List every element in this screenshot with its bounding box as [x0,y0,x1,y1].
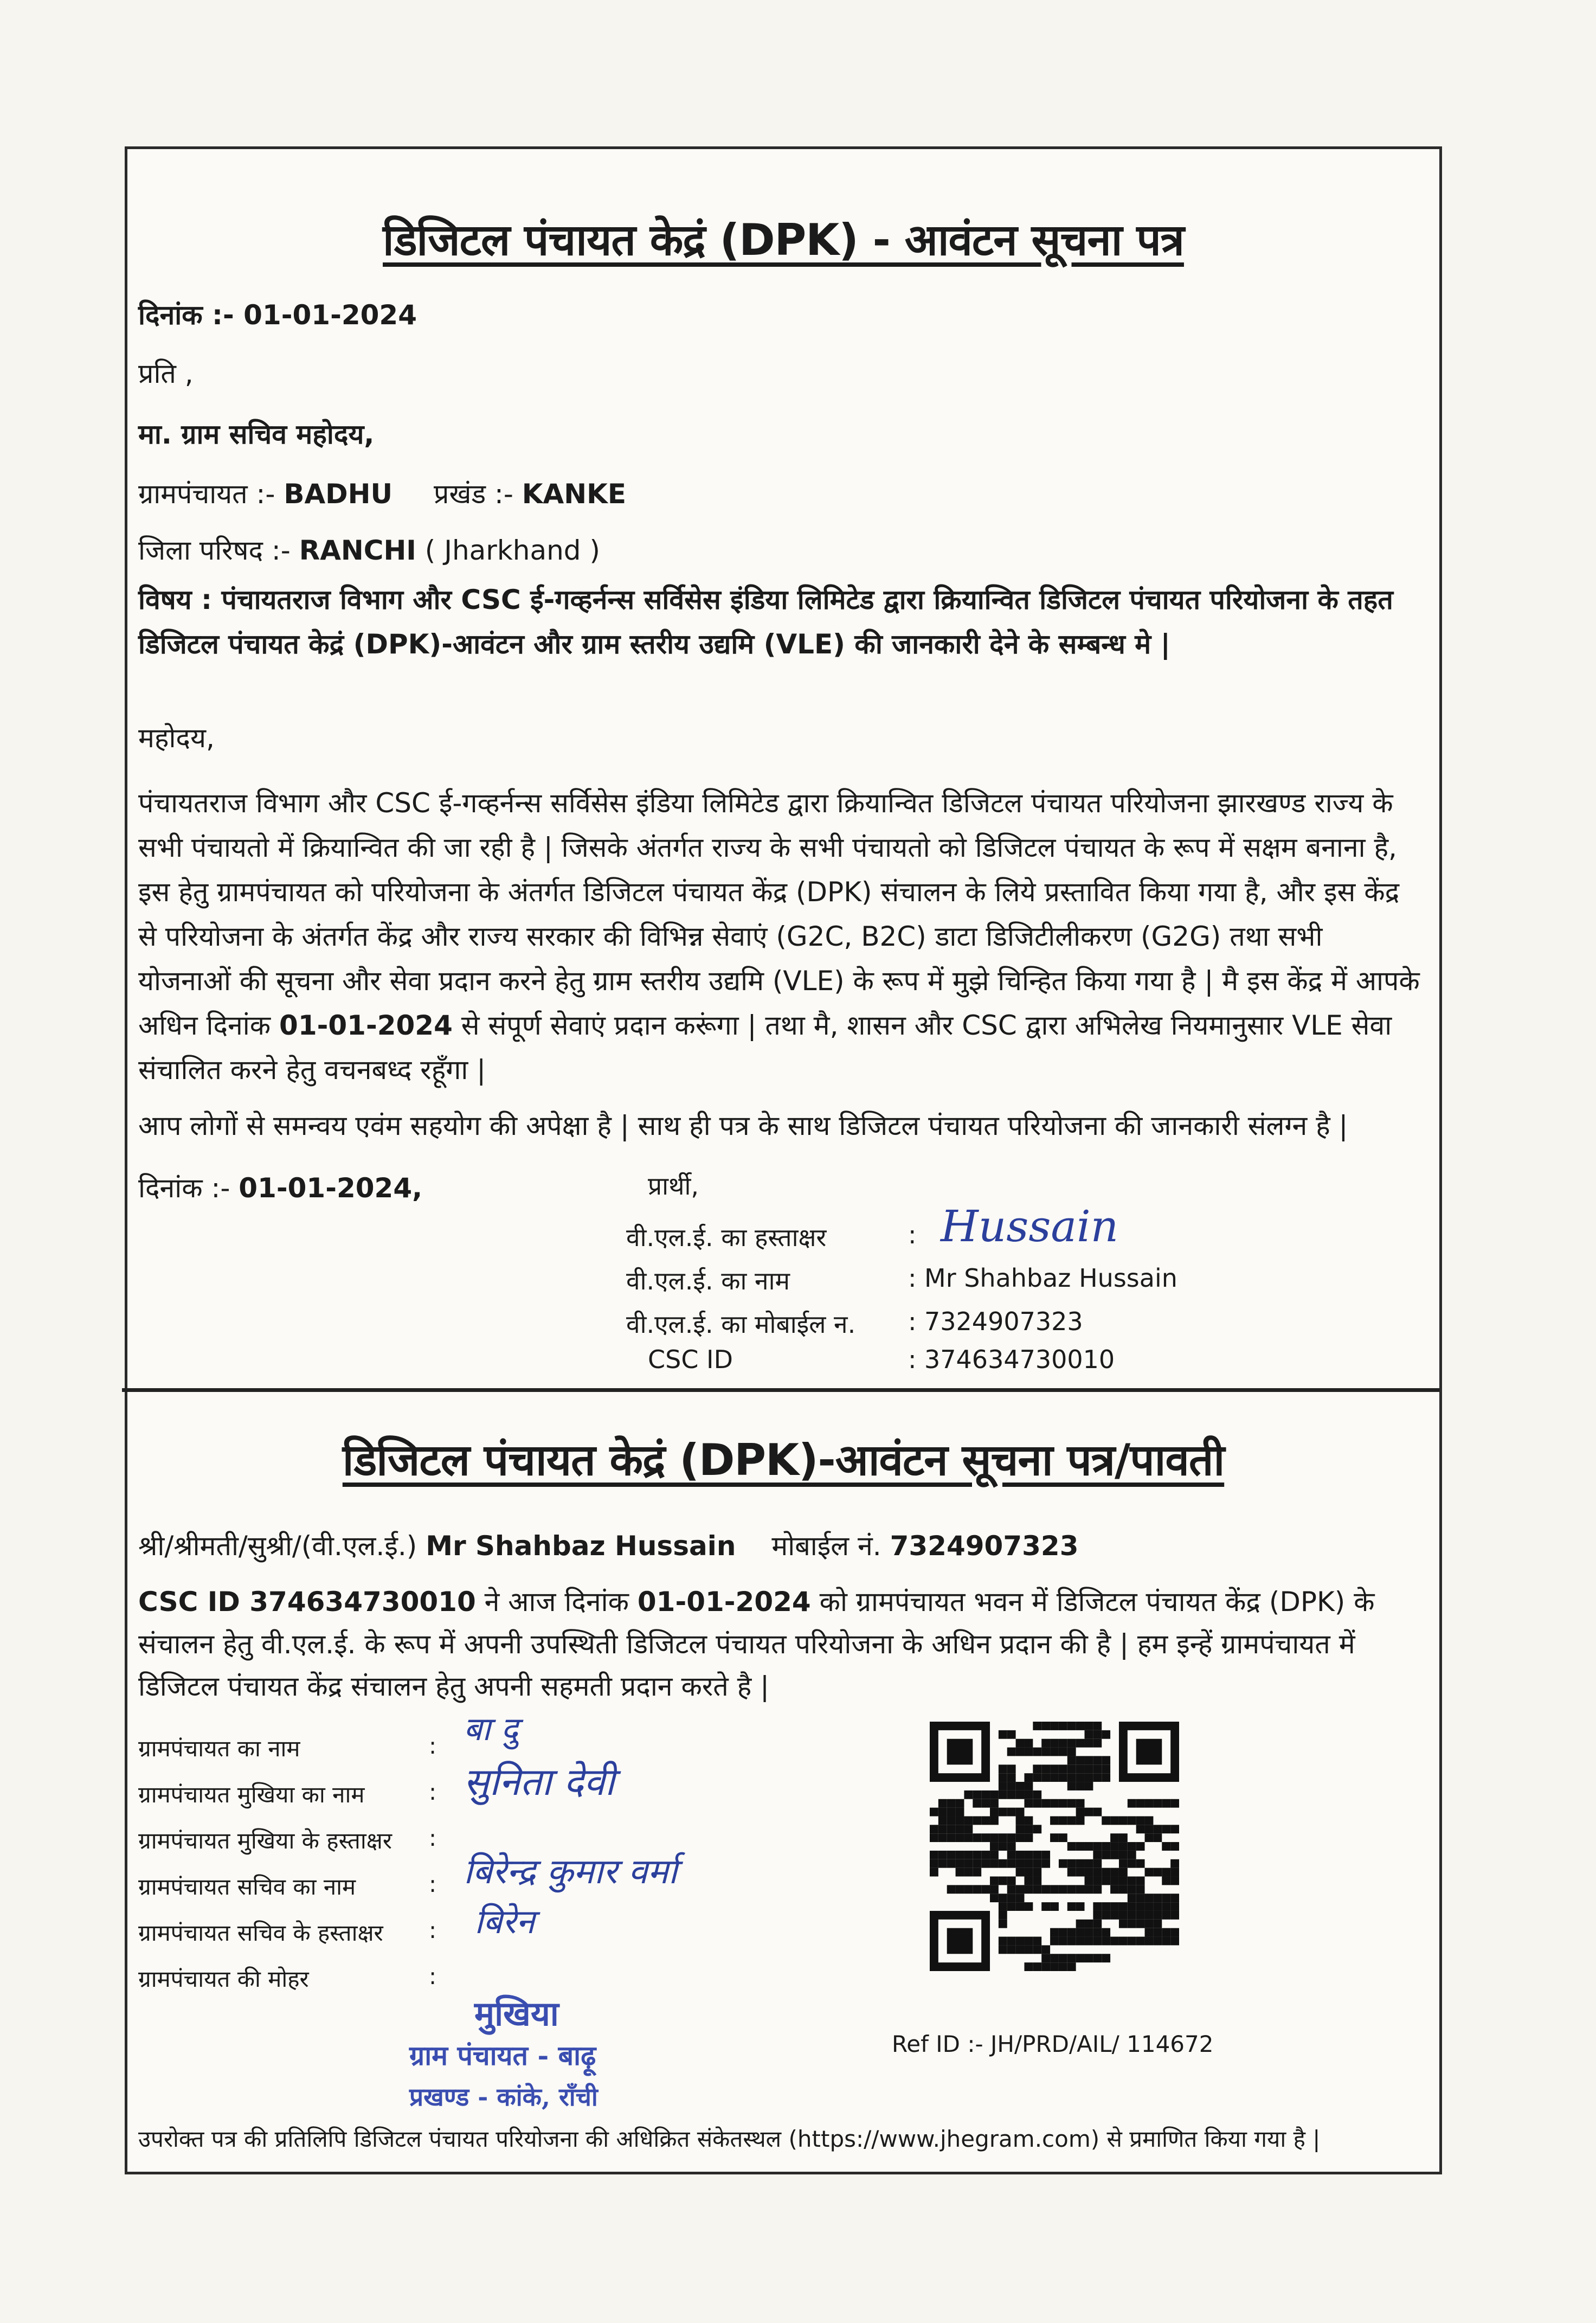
row-colon: : [429,1871,437,1897]
sachiv-name-handwritten: बिरेन्द्र कुमार वर्मा [464,1852,678,1892]
date2-value: 01-01-2024, [239,1172,423,1204]
receipt-paragraph [138,1581,1423,1708]
district-line [138,531,600,568]
row-colon: : [429,1732,437,1759]
row-colon: : [429,1779,437,1805]
receipt-title: डिजिटल पंचायत केद्रं (DPK)-आवंटन सूचना पत्र/पावती [342,1435,1225,1485]
csc-id: 374634730010 [924,1345,1115,1374]
receipt-text2: को ग्रामपंचायत भवन में डिजिटल पंचायत केंद्र (DPK) के संचालन हेतु वी.एल.ई. के रूप में अपनी उपस्थिती डिजिटल पंचायत परियोजना के अधिन प्रदान की है | हम इन्हें ग्रामपंचायत में डिजिटल पंचायत केंद्र संचालन हेतु अपनी सहमती प्रदान करते है | [138,1586,1375,1702]
vle-mobile-label: वी.एल.ई. का मोबाईल न. [626,1310,856,1339]
body-date: 01-01-2024 [279,1010,453,1041]
gp-label: ग्रामपंचायत :- [138,478,284,510]
date-line [138,296,417,332]
date-label: दिनांक :- [138,299,244,331]
salutation: महोदय, [138,722,215,754]
row-label: ग्रामपंचायत मुखिया के हस्ताक्षर [138,1827,392,1854]
vle-mobile: 7324907323 [924,1307,1083,1336]
row-colon: : [429,1825,437,1851]
to-line: प्रति , [138,358,194,389]
row-label: ग्रामपंचायत का नाम [138,1735,300,1762]
sachiv-signature: बिरेन [474,1902,535,1941]
stamp-line3: प्रखण्ड - कांके, राँची [409,2082,598,2112]
row-label: ग्रामपंचायत सचिव का नाम [138,1873,356,1900]
colon: : [908,1345,917,1374]
colon: : [908,1263,917,1293]
footer-note: उपरोक्त पत्र की प्रतिलिपि डिजिटल पंचायत परियोजना की अधिक्रित संकेतस्थल (https://www.jhegram.com) से प्रमाणित किया गया है | [138,2126,1321,2152]
ref-id: Ref ID :- JH/PRD/AIL/ 114672 [892,2031,1214,2057]
receipt-name: Mr Shahbaz Hussain [426,1530,736,1562]
name-prefix: श्री/श्रीमती/सुश्री/(वी.एल.ई.) [138,1530,426,1562]
vle-sign-label: वी.एल.ई. का हस्ताक्षर [626,1223,827,1252]
block-value: KANKE [522,478,626,510]
applicant: प्रार्थी, [648,1171,699,1201]
stamp-line1: मुखिया [474,1994,559,2033]
row-colon: : [429,1917,437,1943]
row-label: ग्रामपंचायत सचिव के हस्ताक्षर [138,1920,383,1946]
addressee: मा. ग्राम सचिव महोदय, [138,419,375,450]
district-value: RANCHI [299,535,416,566]
qr-code [930,1722,1179,1971]
row-label: ग्रामपंचायत मुखिया का नाम [138,1781,365,1808]
receipt-text1: ने आज दिनांक [475,1586,638,1618]
letter-title: डिजिटल पंचायत केद्रं (DPK) - आवंटन सूचना पत्र [383,215,1184,265]
gp-block-line [138,474,626,511]
state-value: ( Jharkhand ) [416,535,600,566]
vle-name-label: वी.एल.ई. का नाम [626,1266,790,1295]
date2-line [138,1169,422,1205]
district-label: जिला परिषद :- [138,535,299,566]
gp-value: BADHU [284,478,393,510]
body-closing: आप लोगों से समन्वय एवंम सहयोग की अपेक्षा है | साथ ही पत्र के साथ डिजिटल पंचायत परियोजना की जानकारी संलग्न है | [138,1110,1348,1141]
date-value: 01-01-2024 [243,299,417,331]
csc-id-label: CSC ID [648,1345,733,1374]
receipt-date: 01-01-2024 [637,1586,811,1618]
body-part1: पंचायतराज विभाग और CSC ई-गव्हर्नन्स सर्विसेस इंडिया लिमिटेड द्वारा क्रियान्वित डिजिटल पंचायत परियोजना झारखण्ड राज्य के सभी पंचायतो में क्रियान्वित की जा रही है | जिसके अंतर्गत राज्य के सभी पंचायतो को डिजिटल पंचायत के रूप में सक्षम बनाना है, इस हेतु ग्रामपंचायत को परियोजना के अंतर्गत डिजिटल पंचायत केंद्र (DPK) संचालन के लिये प्रस्तावित किया गया है, और इस केंद्र से परियोजना के अंतर्गत केंद्र और राज्य सरकार की विभिन्न सेवाएं (G2C, B2C) डाटा डिजिटीलीकरण (G2G) तथा सभी योजनाओं की सूचना और सेवा प्रदान करने हेतु ग्राम स्तरीय उद्यमि (VLE) के रूप में मुझे चिन्हित किया गया है | मै इस केंद्र में आपके अधिन दिनांक [138,787,1420,1041]
mobile-label: मोबाईल नं. [771,1530,890,1562]
mukhiya-name-handwritten: सुनिता देवी [464,1760,615,1804]
body-part2: से संपूर्ण सेवाएं प्रदान करूंगा | तथा मै, शासन और CSC द्वारा अभिलेख नियमानुसार VLE सेवा संचालित करने हेतु वचनबध्द रहूँगा | [138,1010,1392,1086]
date2-label: दिनांक :- [138,1172,239,1204]
row-label: ग्रामपंचायत की मोहर [138,1966,309,1992]
gp-name-handwritten: बा दु [464,1710,518,1748]
colon: : [908,1307,917,1336]
subject: विषय : पंचायतराज विभाग और CSC ई-गव्हर्नन्स सर्विसेस इंडिया लिमिटेड द्वारा क्रियान्वित डिजिटल पंचायत परियोजना के तहत डिजिटल पंचायत केद्रं (DPK)-आवंटन और ग्राम स्तरीय उद्यमि (VLE) की जानकारी देने के सम्बन्ध मे | [138,584,1393,660]
body-paragraph [138,781,1423,1092]
stamp-line2: ग्राम पंचायत - बाढ़ू [409,2039,596,2071]
document-sheet [125,146,1442,2174]
block-label: प्रखंड :- [434,478,522,510]
vle-signature: Hussain [941,1201,1119,1252]
colon: : [908,1220,917,1249]
receipt-csc: CSC ID 374634730010 [138,1586,476,1618]
receipt-mobile: 7324907323 [890,1530,1079,1562]
vle-name: Mr Shahbaz Hussain [924,1263,1177,1293]
row-colon: : [429,1963,437,1990]
receipt-name-line [138,1526,1078,1563]
section-divider [122,1388,1439,1392]
